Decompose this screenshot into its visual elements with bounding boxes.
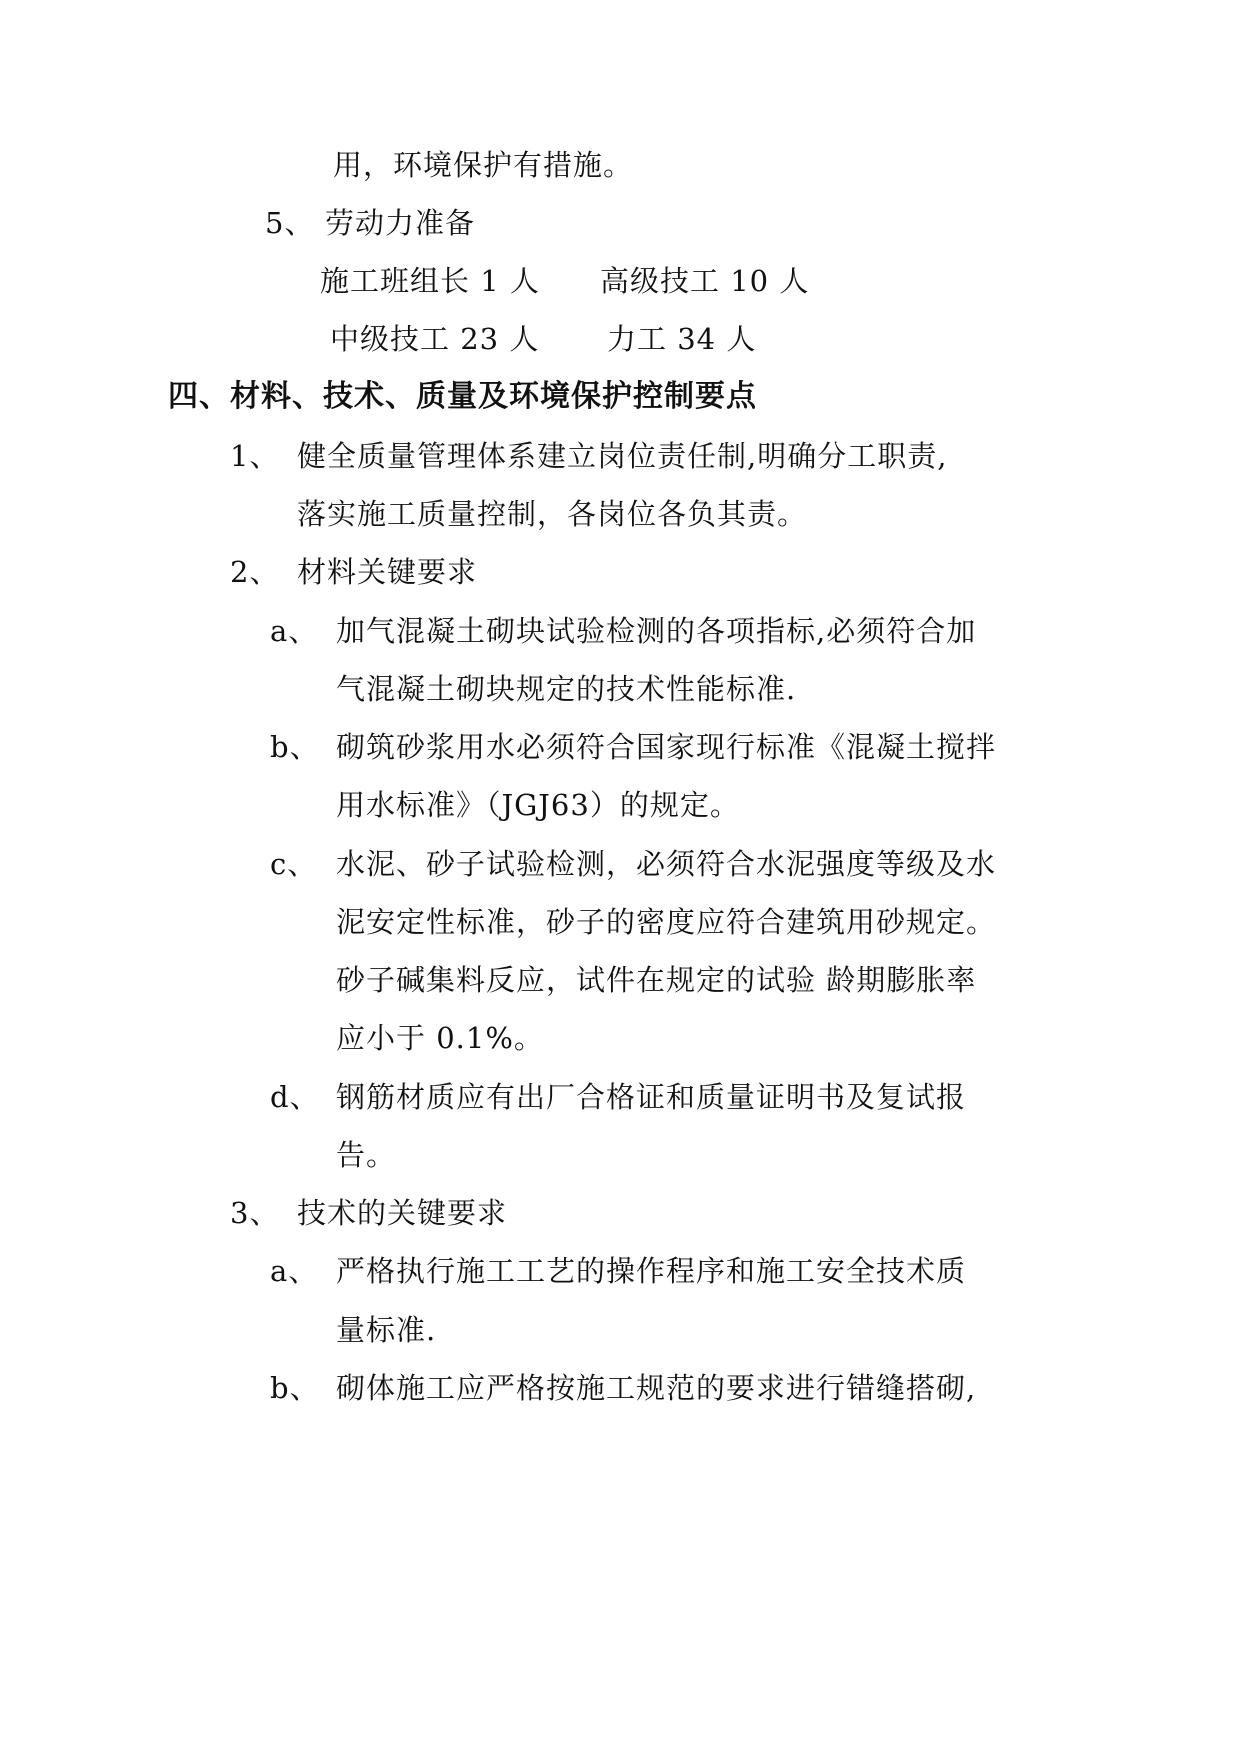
section-title: 技术的关键要求 — [297, 1196, 508, 1230]
list-letter: a、 — [270, 1254, 319, 1288]
list-letter: d、 — [270, 1080, 320, 1114]
labor-entry: 中级技工 23 人 — [330, 322, 540, 356]
labor-entry: 施工班组长 1 人 — [320, 264, 540, 298]
labor-entry: 力工 34 人 — [607, 322, 757, 356]
list-letter: b、 — [270, 1371, 320, 1405]
text-line: 气混凝土砌块规定的技术性能标准. — [336, 672, 797, 706]
list-letter: c、 — [270, 847, 318, 881]
text-line: 量标准. — [336, 1313, 437, 1347]
list-number: 5、 — [265, 206, 315, 240]
list-number: 3、 — [230, 1196, 280, 1230]
list-letter: b、 — [270, 730, 320, 764]
text-line: 泥安定性标准，砂子的密度应符合建筑用砂规定。 — [336, 905, 997, 939]
text-line: 健全质量管理体系建立岗位责任制,明确分工职责, — [297, 439, 948, 473]
text-line: 落实施工质量控制，各岗位各负其责。 — [297, 497, 808, 531]
text-line: 应小于 0.1%。 — [336, 1021, 544, 1055]
section-title: 劳动力准备 — [325, 206, 476, 240]
list-number: 2、 — [230, 555, 280, 589]
labor-entry: 高级技工 10 人 — [600, 264, 810, 298]
text-line: 用，环境保护有措施。 — [333, 148, 634, 182]
text-line: 砂子碱集料反应，试件在规定的试验 龄期膨胀率 — [336, 963, 977, 997]
text-line: 用水标准》（JGJ63）的规定。 — [336, 788, 740, 822]
list-letter: a、 — [270, 614, 319, 648]
text-line: 告。 — [336, 1138, 397, 1172]
text-line: 加气混凝土砌块试验检测的各项指标,必须符合加 — [336, 614, 977, 648]
section-title: 材料关键要求 — [297, 555, 478, 589]
text-line: 水泥、砂子试验检测，必须符合水泥强度等级及水 — [336, 847, 997, 881]
text-line: 严格执行施工工艺的操作程序和施工安全技术质 — [336, 1254, 967, 1288]
text-line: 砌筑砂浆用水必须符合国家现行标准《混凝土搅拌 — [336, 730, 997, 764]
list-number: 1、 — [230, 439, 280, 473]
text-line: 砌体施工应严格按施工规范的要求进行错缝搭砌, — [336, 1371, 977, 1405]
section-heading: 四、材料、技术、质量及环境保护控制要点 — [168, 379, 757, 414]
text-line: 钢筋材质应有出厂合格证和质量证明书及复试报 — [336, 1080, 967, 1114]
